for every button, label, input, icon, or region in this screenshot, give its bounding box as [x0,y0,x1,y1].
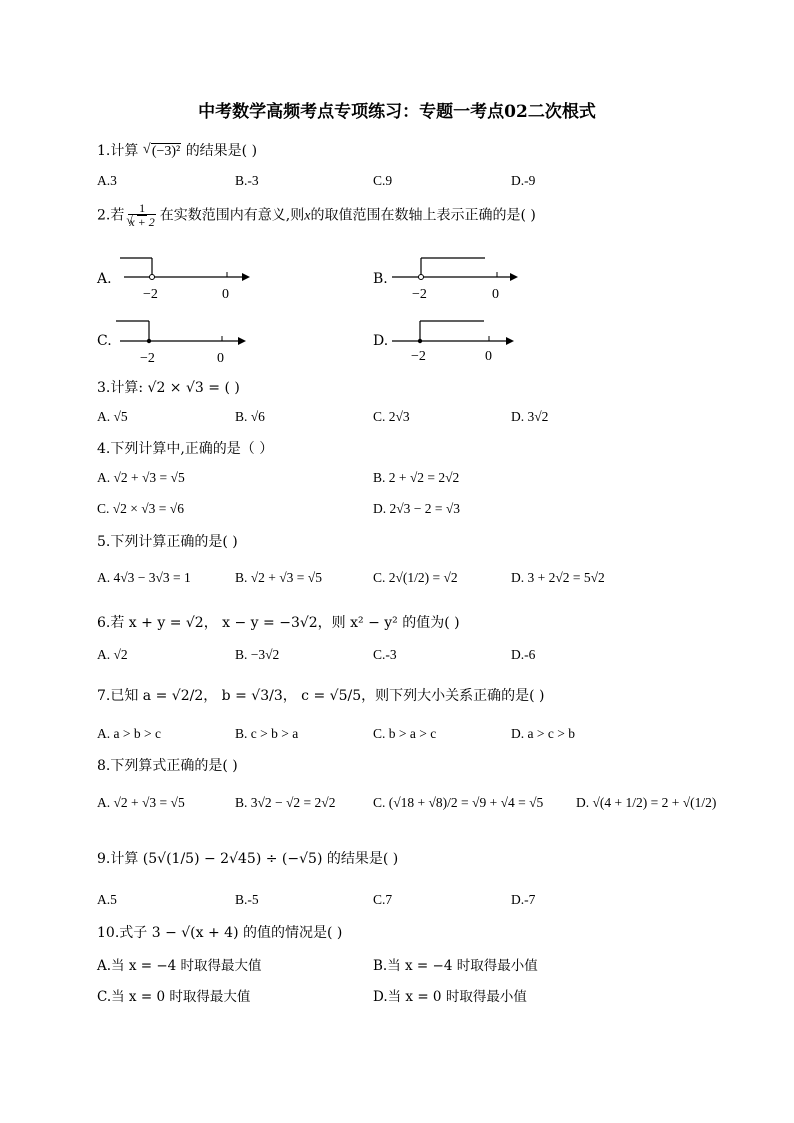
q2-var: x [304,208,311,224]
q1-option-a[interactable]: A.3 [97,173,117,188]
q2-stem-end: 的取值范围在数轴上表示正确的是( ) [310,207,536,224]
q6-option-d[interactable]: D.-6 [511,647,536,662]
q1-stem-end: 的结果是( ) [185,143,258,159]
q7-option-c[interactable]: C. b > a > c [373,726,437,741]
q6-option-a[interactable]: A. √2 [97,647,128,662]
tick-0: 0 [492,287,499,302]
q1-option-b[interactable]: B.-3 [235,173,259,188]
q2-stem-start: 2.若 [97,207,125,224]
q2-fraction: 1 √ x + 2 [126,202,157,229]
q8-option-d[interactable]: D. √(4 + 1/2) = 2 + √(1/2) [576,795,717,810]
q4-option-d[interactable]: D. 2√3 − 2 = √3 [373,501,461,516]
number-line-d [388,314,528,369]
tick-0: 0 [222,287,229,302]
q2-label-d[interactable]: D. [373,333,389,349]
q7-option-a[interactable]: A. a > b > c [97,726,161,741]
question-5: 5.下列计算正确的是( ) [97,534,238,550]
q10-option-a[interactable]: A.当 x = −4 时取得最大值 [97,958,262,974]
tick-neg2: −2 [143,287,158,302]
question-8: 8.下列算式正确的是( ) [97,758,238,774]
q5-option-a[interactable]: A. 4√3 − 3√3 = 1 [97,570,191,585]
q3-option-a[interactable]: A. √5 [97,409,128,424]
q7-option-d[interactable]: D. a > c > b [511,726,575,741]
q6-option-b[interactable]: B. −3√2 [235,647,280,662]
tick-neg2: −2 [140,351,155,366]
q9-option-a[interactable]: A.5 [97,892,117,907]
q5-option-c[interactable]: C. 2√(1/2) = √2 [373,570,458,585]
q3-option-c[interactable]: C. 2√3 [373,409,410,424]
q10-option-d[interactable]: D.当 x = 0 时取得最小值 [373,989,527,1005]
q10-option-b[interactable]: B.当 x = −4 时取得最小值 [373,958,538,974]
q1-option-c[interactable]: C.9 [373,173,393,188]
question-4: 4.下列计算中,正确的是（ ） [97,441,274,457]
question-6: 6.若 x + y = √2， x − y = −3√2，则 x² − y² 的值为( ) [97,615,460,631]
q10-option-c[interactable]: C.当 x = 0 时取得最大值 [97,989,251,1005]
q5-option-b[interactable]: B. √2 + √3 = √5 [235,570,322,585]
q8-option-b[interactable]: B. 3√2 − √2 = 2√2 [235,795,336,810]
q4-option-b[interactable]: B. 2 + √2 = 2√2 [373,470,460,485]
tick-0: 0 [485,349,492,364]
q1-stem-start: 1.计算 [97,143,139,159]
q9-option-c[interactable]: C.7 [373,892,393,907]
number-line-a [112,250,252,305]
tick-neg2: −2 [412,287,427,302]
q5-option-d[interactable]: D. 3 + 2√2 = 5√2 [511,570,605,585]
page-title: 中考数学高频考点专项练习：专题一考点02二次根式 [198,102,596,122]
number-line-b [388,250,528,305]
q9-option-d[interactable]: D.-7 [511,892,536,907]
q3-option-b[interactable]: B. √6 [235,409,265,424]
question-7: 7.已知 a = √2/2， b = √3/3， c = √5/5，则下列大小关系正确的是( ) [97,688,545,704]
tick-0: 0 [217,351,224,366]
question-10: 10.式子 3 − √(x + 4) 的值的情况是( ) [97,925,343,941]
q3-option-d[interactable]: D. 3√2 [511,409,549,424]
q2-label-a[interactable]: A. [97,271,112,287]
q1-option-d[interactable]: D.-9 [511,173,536,188]
q4-option-a[interactable]: A. √2 + √3 = √5 [97,470,185,485]
q6-option-c[interactable]: C.-3 [373,647,397,662]
q1-radical: √ (−3)² [143,144,181,160]
question-3: 3.计算: √2 × √3 = ( ) [97,380,240,396]
tick-neg2: −2 [411,349,426,364]
question-2 [97,202,536,229]
q8-option-a[interactable]: A. √2 + √3 = √5 [97,795,185,810]
question-9: 9.计算 (5√(1/5) − 2√45) ÷ (−√5) 的结果是( ) [97,851,399,867]
number-line-c [112,314,252,369]
q2-label-b[interactable]: B. [373,271,388,287]
question-1 [97,140,257,160]
q4-option-c[interactable]: C. √2 × √3 = √6 [97,501,184,516]
q8-option-c[interactable]: C. (√18 + √8)/2 = √9 + √4 = √5 [373,795,544,810]
q7-option-b[interactable]: B. c > b > a [235,726,299,741]
q9-option-b[interactable]: B.-5 [235,892,259,907]
q2-stem-mid: 在实数范围内有意义,则 [159,207,305,224]
q2-label-c[interactable]: C. [97,333,112,349]
